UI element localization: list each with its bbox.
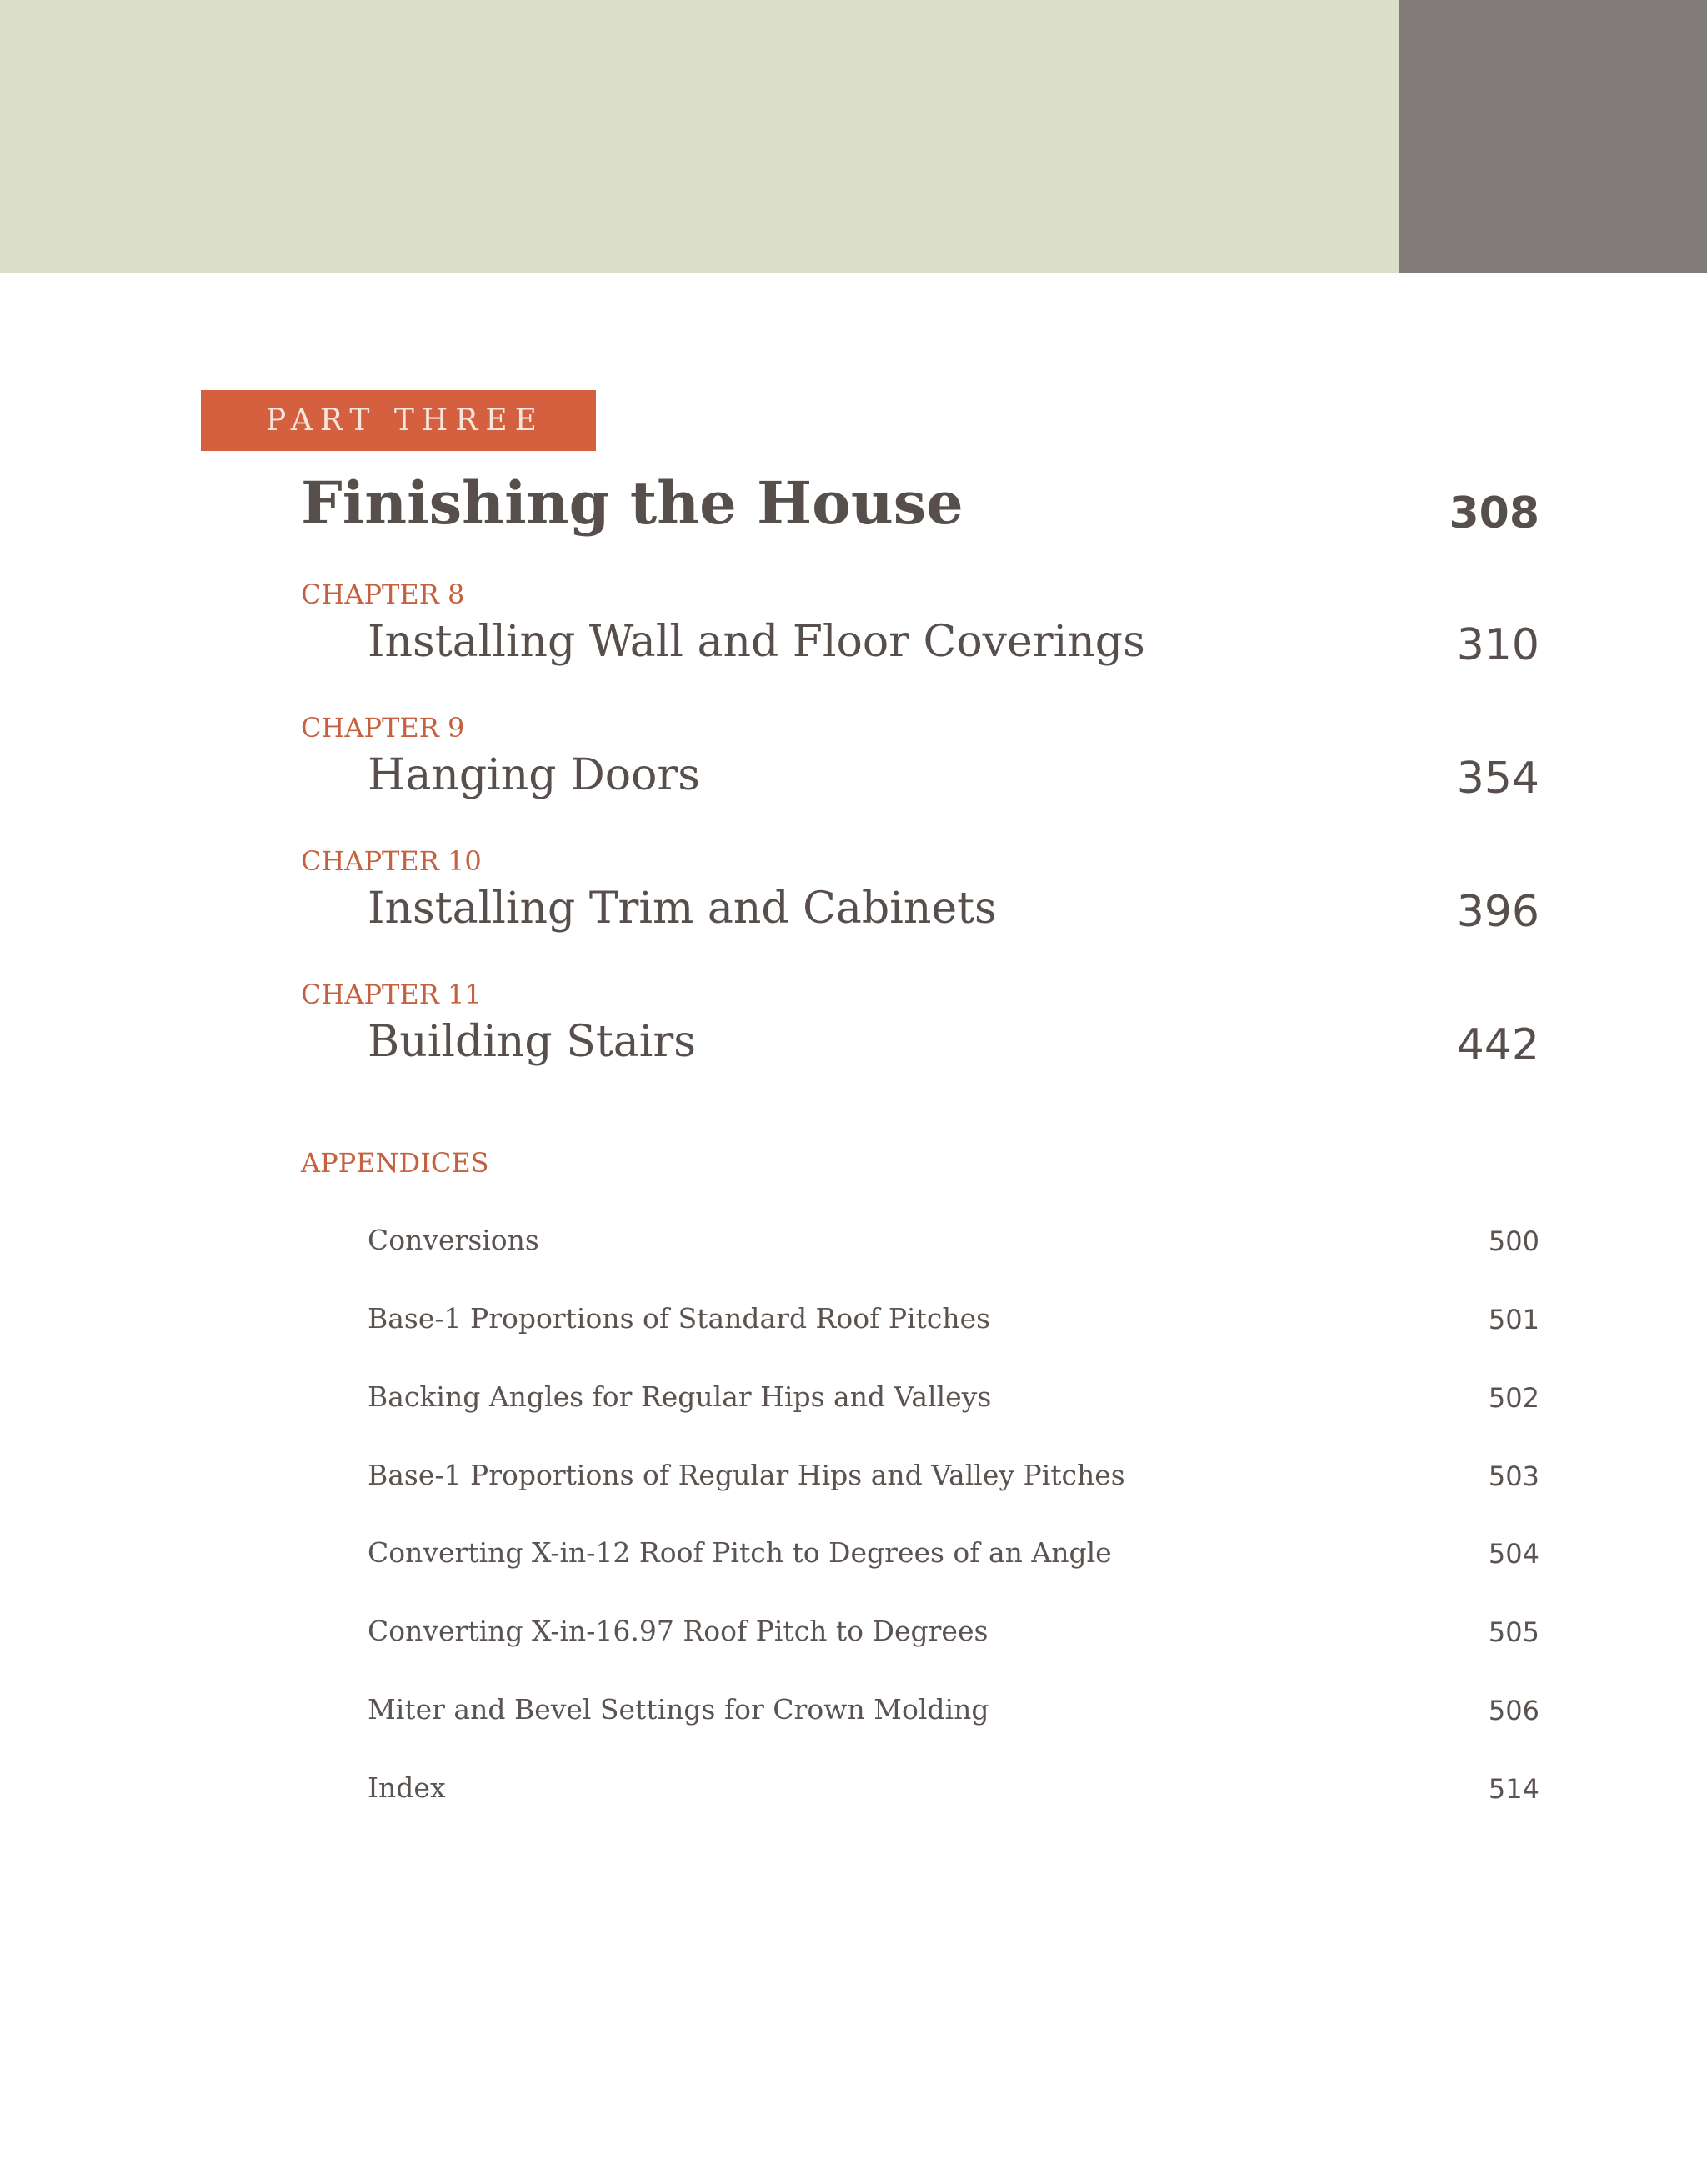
- appendix-page-number: 502: [1488, 1382, 1539, 1414]
- part-title: Finishing the House: [301, 468, 964, 538]
- chapter-title[interactable]: Installing Wall and Floor Coverings: [368, 617, 1145, 667]
- appendix-page-number: 501: [1488, 1304, 1539, 1335]
- chapter-title[interactable]: Installing Trim and Cabinets: [368, 884, 997, 934]
- chapter-label: CHAPTER 9: [301, 712, 465, 744]
- appendix-page-number: 503: [1488, 1460, 1539, 1492]
- part-page-number: 308: [1449, 488, 1539, 538]
- appendix-title[interactable]: Backing Angles for Regular Hips and Valleys: [368, 1380, 992, 1413]
- header-band-gray: [1399, 0, 1707, 273]
- chapter-title[interactable]: Hanging Doors: [368, 750, 700, 800]
- appendix-title[interactable]: Conversions: [368, 1224, 539, 1256]
- appendices-heading: APPENDICES: [301, 1147, 489, 1179]
- appendix-title[interactable]: Base-1 Proportions of Standard Roof Pitches: [368, 1302, 991, 1335]
- part-label: PART THREE: [201, 390, 596, 451]
- chapter-page-number: 310: [1456, 620, 1539, 670]
- appendix-title[interactable]: Index: [368, 1771, 446, 1804]
- appendix-title[interactable]: Base-1 Proportions of Regular Hips and Valley Pitches: [368, 1459, 1125, 1491]
- appendix-title[interactable]: Converting X-in-16.97 Roof Pitch to Degrees: [368, 1615, 989, 1647]
- header-band-green: [0, 0, 1399, 273]
- appendix-page-number: 500: [1488, 1225, 1539, 1257]
- chapter-label: CHAPTER 11: [301, 979, 482, 1010]
- chapter-page-number: 354: [1456, 754, 1539, 804]
- chapter-label: CHAPTER 8: [301, 579, 465, 610]
- chapter-page-number: 442: [1456, 1020, 1539, 1070]
- appendix-page-number: 514: [1488, 1773, 1539, 1805]
- appendix-page-number: 504: [1488, 1538, 1539, 1570]
- chapter-label: CHAPTER 10: [301, 845, 482, 877]
- appendix-title[interactable]: Converting X-in-12 Roof Pitch to Degrees of an Angle: [368, 1536, 1112, 1569]
- appendix-page-number: 506: [1488, 1695, 1539, 1726]
- chapter-title[interactable]: Building Stairs: [368, 1017, 696, 1067]
- appendix-page-number: 505: [1488, 1616, 1539, 1648]
- appendix-title[interactable]: Miter and Bevel Settings for Crown Molding: [368, 1693, 989, 1726]
- chapter-page-number: 396: [1456, 887, 1539, 937]
